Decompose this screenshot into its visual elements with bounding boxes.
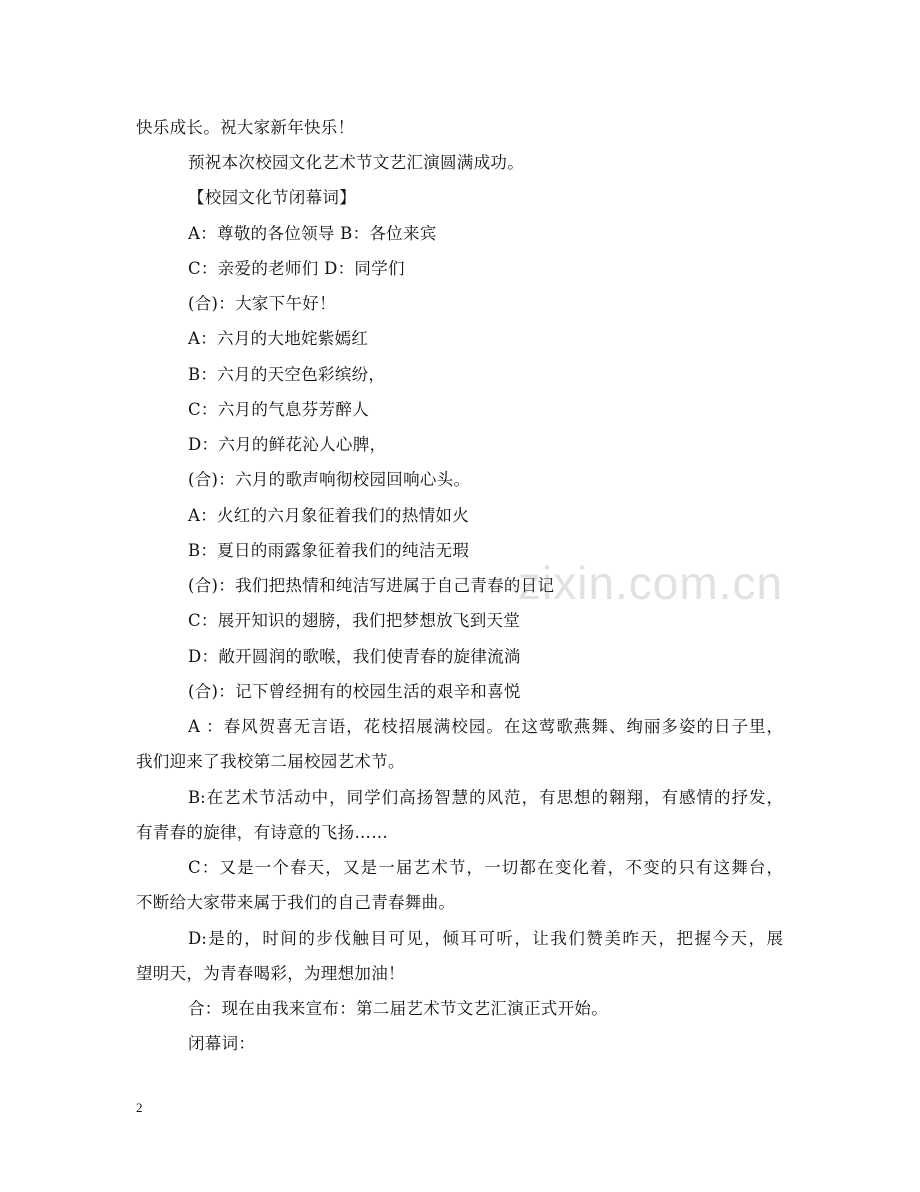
text-line: 有青春的旋律，有诗意的飞扬…… [136, 823, 388, 842]
text-line: 不断给大家带来属于我们的自己青春舞曲。 [136, 893, 456, 912]
text-line: C：六月的气息芬芳醉人 [188, 400, 369, 419]
text-line: D：六月的鲜花沁人心脾， [188, 435, 387, 454]
text-line: C：又是一个春天，又是一届艺术节，一切都在变化着，不变的只有这舞台， [188, 858, 783, 877]
text-line: B:在艺术节活动中，同学们高扬智慧的风范，有思想的翱翔，有感情的抒发， [188, 788, 783, 807]
text-line: A：火红的六月象征着我们的热情如火 [188, 506, 470, 525]
text-line: D:是的，时间的步伐触目可见，倾耳可听，让我们赞美昨天，把握今天，展 [188, 929, 783, 948]
text-line: 望明天，为青春喝彩，为理想加油！ [136, 964, 405, 983]
text-line: C：展开知识的翅膀，我们把梦想放飞到天堂 [188, 611, 521, 630]
text-line: 我们迎来了我校第二届校园艺术节。 [136, 752, 405, 771]
text-line: B：六月的天空色彩缤纷， [188, 365, 386, 384]
text-line: A：尊敬的各位领导 B：各位来宾 [188, 224, 437, 243]
text-line: (合)：记下曾经拥有的校园生活的艰辛和喜悦 [188, 682, 521, 701]
page-number: 2 [136, 1100, 143, 1115]
text-line: 预祝本次校园文化艺术节文艺汇演圆满成功。 [188, 153, 524, 172]
text-line: A ：春风贺喜无言语，花枝招展满校园。在这莺歌燕舞、绚丽多姿的日子里， [188, 717, 783, 736]
text-line: D：敞开圆润的歌喉，我们使青春的旋律流淌 [188, 647, 521, 666]
text-line: (合)：六月的歌声响彻校园回响心头。 [188, 470, 471, 489]
text-line: 快乐成长。祝大家新年快乐！ [136, 118, 355, 137]
text-line: C：亲爱的老师们 D：同学们 [188, 259, 405, 278]
text-line: (合)：我们把热情和纯洁写进属于自己青春的日记 [188, 576, 555, 595]
text-line: (合)：大家下午好！ [188, 294, 336, 313]
text-line: 闭幕词： [188, 1034, 256, 1053]
section-heading: 【校园文化节闭幕词】 [188, 188, 356, 207]
text-line: A：六月的大地姹紫嫣红 [188, 329, 369, 348]
text-line: B：夏日的雨露象征着我们的纯洁无瑕 [188, 541, 470, 560]
watermark: zixin.com.cn [518, 557, 784, 609]
text-line: 合：现在由我来宣布：第二届艺术节文艺汇演正式开始。 [188, 999, 608, 1018]
